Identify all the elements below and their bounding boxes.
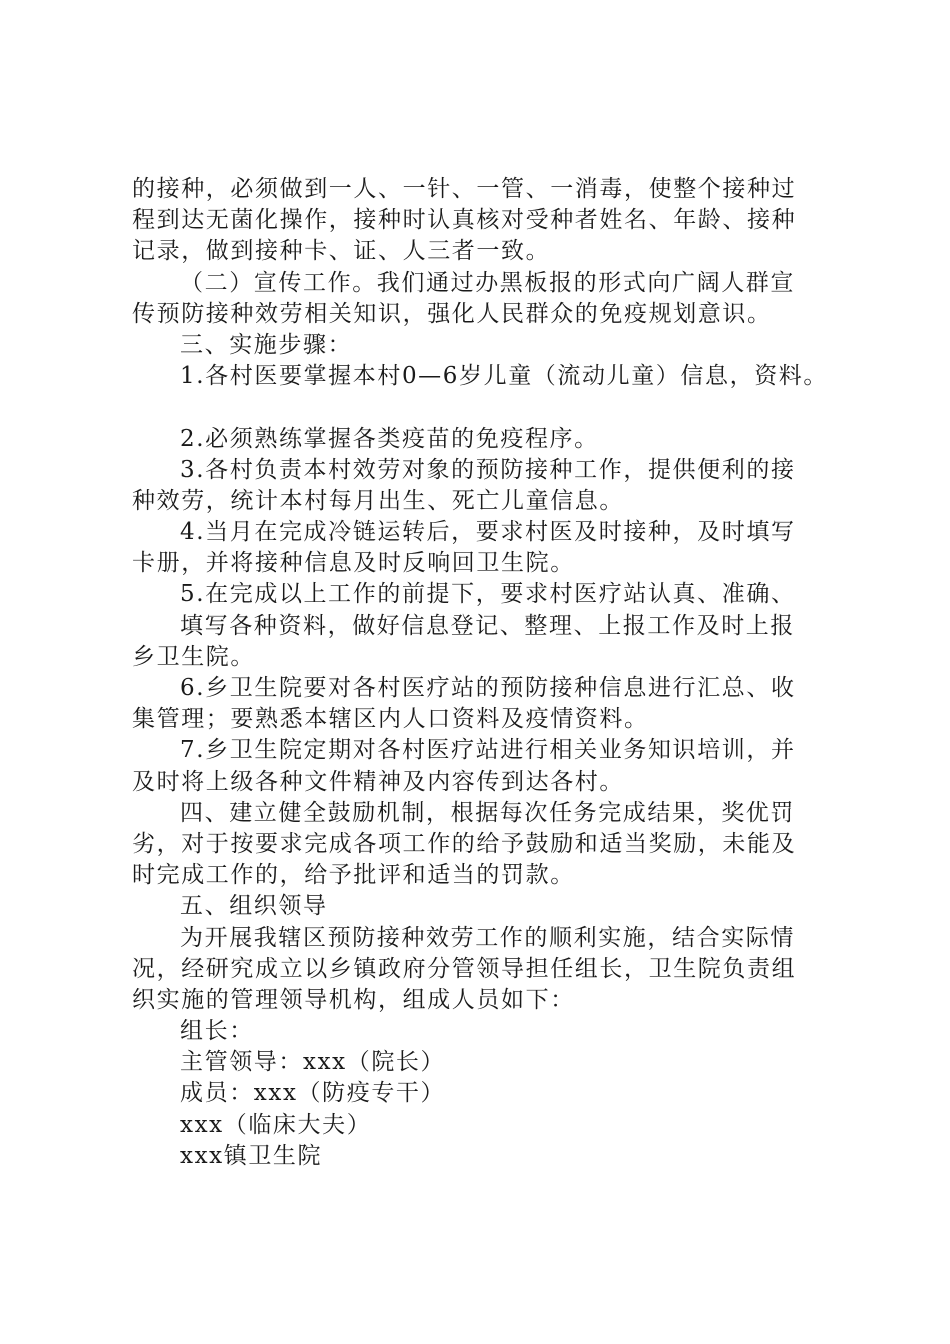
text-line: 的接种，必须做到一人、一针、一管、一消毒，使整个接种过 (132, 176, 797, 202)
text-line: 主管领导：xxx（院长） (180, 1049, 446, 1076)
text-line: 组长： (180, 1018, 254, 1045)
text-line: 四、建立健全鼓励机制，根据每次任务完成结果，奖优罚 (180, 799, 795, 826)
text-line: 传预防接种效劳相关知识，强化人民群众的免疫规划意识。 (132, 300, 772, 327)
text-line: （二）宣传工作。我们通过办黑板报的形式向广阔人群宣 (180, 269, 795, 296)
text-line: 卡册，并将接种信息及时反响回卫生院。 (132, 550, 575, 577)
text-line: 2.必须熟练掌握各类疫苗的免疫程序。 (180, 425, 599, 452)
text-line: 3.各村负责本村效劳对象的预防接种工作，提供便利的接 (180, 456, 796, 483)
text-line: 填写各种资料，做好信息登记、整理、上报工作及时上报 (180, 612, 795, 639)
text-line: 时完成工作的，给予批评和适当的罚款。 (132, 862, 575, 889)
text-line: 种效劳，统计本村每月出生、死亡儿童信息。 (132, 487, 624, 514)
text-line: 记录，做到接种卡、证、人三者一致。 (132, 238, 551, 265)
text-line: 程到达无菌化操作，接种时认真核对受种者姓名、年龄、接种 (132, 207, 797, 234)
text-line: 成员：xxx（防疫专干） (180, 1080, 446, 1107)
text-line: 5.在完成以上工作的前提下，要求村医疗站认真、准确、 (180, 581, 796, 608)
text-line: 7.乡卫生院定期对各村医疗站进行相关业务知识培训，并 (180, 737, 796, 764)
text-line: 五、组织领导 (180, 893, 328, 920)
document-body (132, 174, 832, 1172)
text-line: 及时将上级各种文件精神及内容传到达各村。 (132, 768, 624, 795)
text-line: 为开展我辖区预防接种效劳工作的顺利实施，结合实际情 (180, 924, 795, 951)
text-line: xxx镇卫生院 (180, 1142, 323, 1169)
text-line: 集管理；要熟悉本辖区内人口资料及疫情资料。 (132, 706, 649, 733)
text-line: 6.乡卫生院要对各村医疗站的预防接种信息进行汇总、收 (180, 675, 796, 701)
blank-line (132, 392, 832, 423)
text-line: 4.当月在完成冷链运转后，要求村医及时接种，及时填写 (180, 519, 796, 546)
text-line: 况，经研究成立以乡镇政府分管领导担任组长，卫生院负责组 (132, 955, 797, 982)
text-line: 织实施的管理领导机构，组成人员如下： (132, 986, 575, 1013)
text-line: 劣，对于按要求完成各项工作的给予鼓励和适当奖励，未能及 (132, 830, 797, 857)
text-line: 1.各村医要掌握本村0—6岁儿童（流动儿童）信息，资料。 (180, 363, 829, 390)
text-line: xxx（临床大夫） (180, 1111, 372, 1138)
text-line: 三、实施步骤： (180, 331, 353, 358)
text-line: 乡卫生院。 (132, 643, 255, 670)
